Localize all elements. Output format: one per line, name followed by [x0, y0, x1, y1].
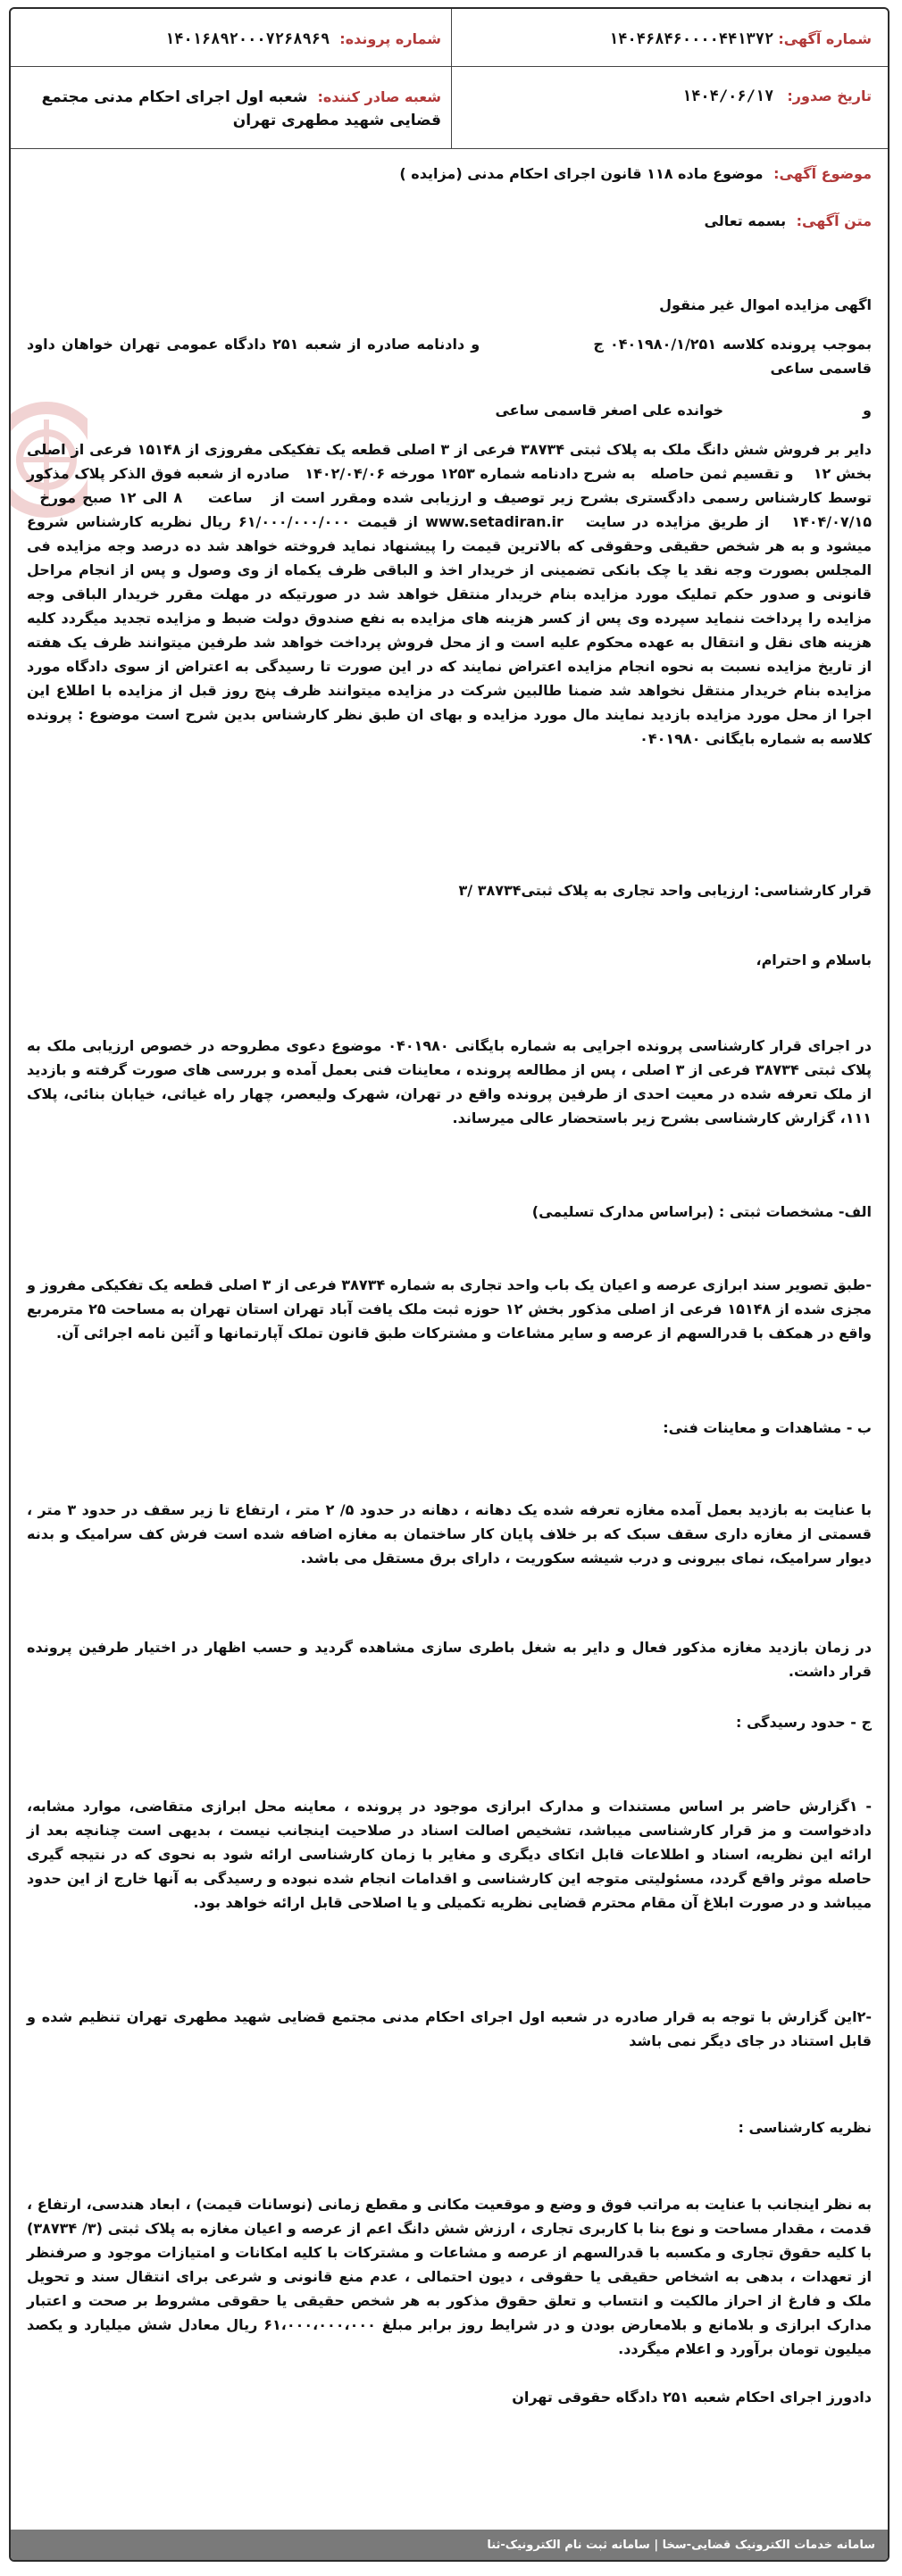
case-reference-paragraph: بموجب پرونده کلاسه ۰۴۰۱۹۸۰/۱/۲۵۱ ج و دادنامه صادره از شعبه ۲۵۱ دادگاه عمومی تهران خواهان داود قاسمی ساعی: [27, 336, 872, 377]
ad-number-label: شماره آگهی:: [778, 30, 872, 47]
section-a-paragraph: -طبق تصویر سند ابرازی عرصه و اعیان یک باب واحد تجاری به شماره ۳۸۷۳۴ فرعی از ۳ اصلی قطعه یک تفکیکی مفروز و مجزی شده از ۱۵۱۴۸ فرعی از اصلی مذکور بخش ۱۲ حوزه ثبت ملک یافت آباد تهران استان تهران به مساحت ۲۵ مترمربع واقع در همکف با قدرالسهم از عرصه و سایر مشاعات و مشترکات طبق قانون تملک آپارتمانها و آئین نامه اجرائی آن.: [27, 1276, 873, 1342]
issue-date-value: ۱۴۰۴/۰۶/۱۷: [681, 87, 774, 105]
issuer-branch-block: [30, 86, 441, 166]
header-row-1: [11, 9, 888, 62]
header-divider-vertical: [451, 9, 452, 148]
footer-text: سامانه خدمات الکترونیک قضایی-سخا | سامانه ثبت نام الکترونیک-ثنا: [487, 2538, 875, 2552]
footer-bar: [11, 2530, 888, 2560]
section-a-heading: الف- مشخصات ثبتی : (براساس مدارک تسلیمی): [531, 1203, 872, 1220]
expert-order-heading: قرار کارشناسی: ارزیابی واحد تجاری به پلاک ثبتی۳۸۷۳۴ /۳: [458, 882, 872, 899]
header-divider-1: [11, 66, 888, 67]
issuer-branch-label: شعبه صادر کننده:: [317, 88, 441, 105]
salutation: باسلام و احترام،: [756, 951, 872, 968]
expert-intro-paragraph: در اجرای قرار کارشناسی پرونده اجرایی به شماره بایگانی ۰۴۰۱۹۸۰ موضوع دعوی مطروحه در خصوص ارزیابی ملک به پلاک ثبتی ۳۸۷۳۴ فرعی از ۳ اصلی ، پس از مطالعه پرونده ، معاینات فنی بعمل آمده و بررسی های صورت گرفته و بازدید از ملک تعرفه شده در معیت احدی از طرفین پرونده واقع در تهران، شهرک ولیعصر، چهار راه غیاثی، خیابان بنائی، پلاک ۱۱۱، گزارش کارشناسی بشرح زیر باستحضار عالی میرساند.: [27, 1037, 873, 1126]
signatory-line: دادورز اجرای احکام شعبه ۲۵۱ دادگاه حقوقی تهران: [512, 2389, 872, 2406]
visit-observation-paragraph: در زمان بازدید مغازه مذکور فعال و دایر به شغل باطری سازی مشاهده گردید و حسب اظهار در اختیار طرفین پرونده قرار داشت.: [27, 1639, 872, 1680]
section-c-heading: ج - حدود رسیدگی :: [736, 1714, 872, 1731]
ad-text-label: متن آگهی:: [796, 212, 872, 229]
expert-opinion-heading: نظریه کارشناسی :: [738, 2119, 872, 2136]
subject-line: [399, 165, 872, 182]
case-number-label: شماره پرونده:: [339, 30, 441, 47]
section-b-heading: ب - مشاهدات و معاینات فنی:: [663, 1419, 872, 1436]
auction-title: اگهی مزایده اموال غیر منقول: [659, 296, 872, 313]
issue-date-label: تاریخ صدور:: [787, 87, 872, 104]
expert-opinion-paragraph: به نظر اینجانب با عنایت به مراتب فوق و وضع و موقعیت مکانی و مقطع زمانی (نوسانات قیمت) ، ابعاد هندسی، ارتفاع ، قدمت ، مقدار مساحت و نوع بنا با کاربری تجاری ، ارزش شش دانگ اعم از عرصه و اعیان مغازه به پلاک ثبتی (۳/ ۳۸۷۳۴) با کلیه حقوق تجاری و مکسبه با قدرالسهم از عرصه و مشاعات و مشترکات با کلیه امکانات و امتیازات موجود و صرفنظر از تعهدات ، بدهی به اشخاص حقیقی یا حقوقی ، دیون احتمالی ، عدم منع قانونی و شرعی برای انتقال سند و تحویل ملک و فارغ از احراز مالکیت و انتساب و تعلق حقوق مذکور به هر شخص حقیقی یا حقوقی مشروط بر صحت و اعتبار مدارک ابرازی و بلامانع و بلامعارض بودن و در شرایط روز برابر مبلغ ۶۱،۰۰۰،۰۰۰،۰۰۰ ریال معادل شش میلیارد و یکصد میلیون تومان برآورد و اعلام میگردد.: [27, 2196, 872, 2357]
issuer-branch-value: شعبه اول اجرای احکام مدنی مجتمع قضایی شهید مطهری تهران: [41, 88, 441, 129]
header-row-2: [11, 68, 888, 148]
ad-greeting: بسمه تعالی: [704, 212, 787, 229]
auction-terms-paragraph: دایر بر فروش شش دانگ ملک به پلاک ثبتی ۳۸۷۳۴ فرعی از ۳ اصلی قطعه یک تفکیکی مفروزی از ۱۵۱۴۸ فرعی از اصلی بخش ۱۲ و تقسیم ثمن حاصله به شرح دادنامه شماره ۱۲۵۳ مورخه ۱۴۰۲/۰۴/۰۶ صادره از شعبه فوق الذکر پلاک مذکور توسط کارشناس رسمی دادگستری بشرح زیر توصیف و ارزیابی شده ومقرر است از ساعت ۸ الی ۱۲ صبح مورخ ۱۴۰۴/۰۷/۱۵ از طریق مزایده در سایت www.setadiran.ir از قیمت ۶۱/۰۰۰/۰۰۰/۰۰۰ ریال نظریه کارشناس شروع میشود و به هر شخص حقیقی وحقوقی که بالاترین قیمت را پیشنهاد نماید فروخته خواهد شد ده درصد وجه مزایده فی المجلس بصورت وجه نقد یا چک بانکی تضمینی از خریدار اخذ و الباقی ظرف یکماه از وی وصول و پس از انجام مراحل قانونی و صدور حکم تملیک مورد مزایده بنام خریدار منتقل خواهد شد در صورتیکه در مهلت مقرر خریدار الباقی وجه مزایده را پرداخت ننماید سپرده وی پس از کسر هزینه های مزایده به نفع صندوق دولت ضبط و مزایده تجدید میگردد کلیه هزینه های نقل و انتقال به عهده محکوم علیه است و از محل فروش پرداخت خواهد شد طرفین میتوانند ظرف یک هفته از تاریخ مزایده نسبت به نحوه انجام مزایده اعتراض نمایند که در این صورت تا رسیدگی به اعتراض از سوی دادگاه مورد مزایده بنام خریدار منتقل نخواهد شد ضمنا طالبین شرکت در مزایده میتوانند ظرف پنج روز قبل از مزایده با اطلاع این اجرا از محل مورد مزایده بازدید نمایند مال مورد مزایده و بهای ان طبق نظر کارشناس بدین شرح است موضوع : پرونده کلاسه به شماره بایگانی ۰۴۰۱۹۸۰: [27, 441, 873, 747]
issue-date-block: [682, 87, 872, 168]
document-frame: [9, 7, 889, 2562]
section-b-paragraph: با عنایت به بازدید بعمل آمده مغازه تعرفه شده یک دهانه ، دهانه در حدود ۵/ ۲ متر ، ارتفاع تا زیر سقف در حدود ۳ متر ، قسمتی از مغازه داری سقف سبک که بر خلاف پایان کار ساختمان به مغازه اضافه شده است فرش کف سرامیک و بدنه دیوار سرامیک، نمای بیرونی و درب شیشه سکوریت ، دارای برق مستقل می باشد.: [27, 1501, 873, 1566]
ad-number-value: ۱۴۰۴۶۸۴۶۰۰۰۰۴۴۱۳۷۲: [609, 30, 774, 48]
defendant-line: و خوانده علی اصغر قاسمی ساعی: [495, 402, 872, 419]
subject-label: موضوع آگهی:: [773, 165, 872, 182]
case-number-value: ۱۴۰۱۶۸۹۲۰۰۰۷۲۶۸۹۶۹: [164, 30, 330, 48]
scope-item-1: - ۱گزارش حاضر بر اساس مستندات و مدارک ابرازی موجود در پرونده ، معاینه محل ابرازی متقاضی، موارد مشابه، دادخواست و مز قرار کارشناسی میباشد، تشخیص اصالت اسناد در صلاحیت اینجانب نیست ، بدیهی است چنانچه بعد از ارائه این نظریه، اسناد و اطلاعات قابل اتکای دیگری و مغایر با زمان کارشناسی ارائه شود به نحوی که در نتیجه گیری حاصله موثر واقع گردد، مسئولیتی متوجه این کارشناسی و اقدامات انجام شده نبوده و رسیدگی به آنها خارج از این حدود میباشد و در صورت ابلاغ آن مقام محترم قضایی نظریه تکمیلی و یا اصلاحی قابل ارائه خواهد بود.: [27, 1798, 872, 1911]
subject-value: موضوع ماده ۱۱۸ قانون اجرای احکام مدنی (مزایده ): [399, 165, 764, 182]
ad-text-line: [705, 212, 872, 229]
header-divider-2: [11, 148, 888, 149]
scope-item-2: -۲این گزارش با توجه به قرار صادره در شعبه اول اجرای احکام مدنی مجتمع قضایی شهید مطهری تهران تنظیم شده و قابل استناد در جای دیگر نمی باشد: [27, 2008, 872, 2049]
